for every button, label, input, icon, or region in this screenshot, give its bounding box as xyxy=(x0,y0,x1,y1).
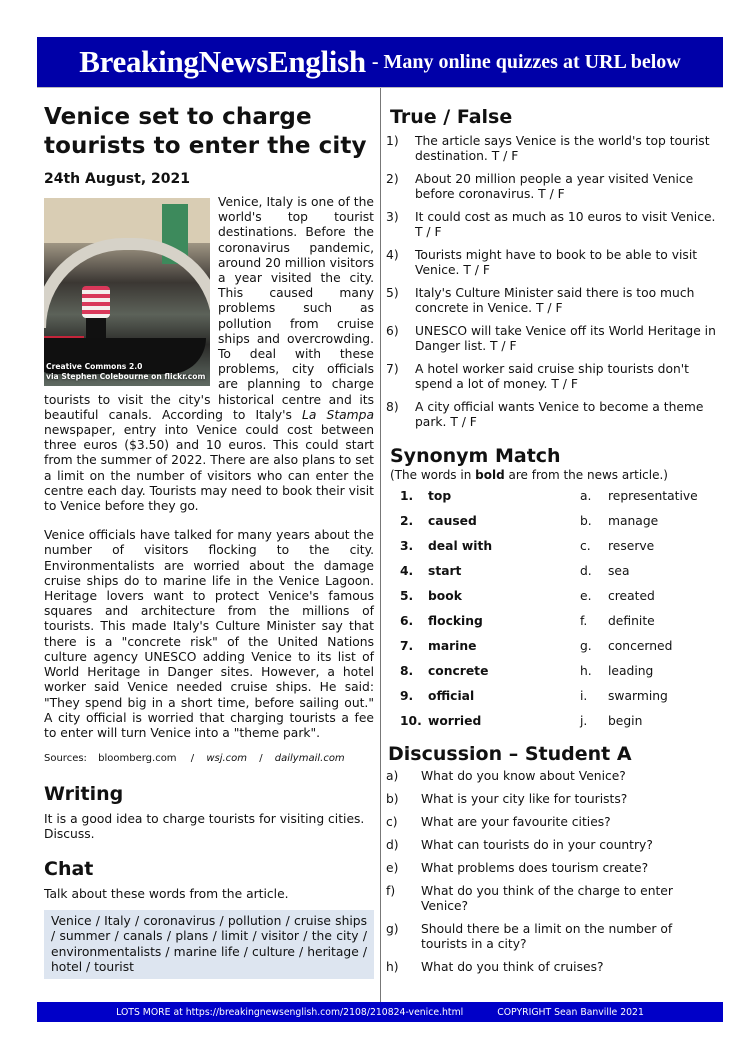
item-letter: d) xyxy=(386,837,399,852)
sub-text-b: are from the news article.) xyxy=(504,468,668,482)
article-body xyxy=(44,195,374,741)
discussion-item xyxy=(386,922,716,952)
word-number: 2. xyxy=(400,513,414,528)
sources-line xyxy=(44,753,374,764)
p1-text-b: newspaper, entry into Venice could cost between three euros ($3.50) and 10 euros. This could start from the summer of 2022. There are also plans to set a limit on the number of visitors who can enter the centre each day. Tourists may need to book their visit to Venice before they go. xyxy=(44,423,374,514)
bold-word: flocking xyxy=(428,614,483,629)
item-text: A hotel worker said cruise ship tourists don't spend a lot of money. T / F xyxy=(415,362,689,391)
bold-word: caused xyxy=(428,513,477,528)
word-number: 1. xyxy=(400,488,414,503)
synonym-row xyxy=(386,583,716,608)
match-letter: c. xyxy=(580,538,591,553)
left-column xyxy=(44,100,374,979)
discussion-item xyxy=(386,884,716,914)
item-text: UNESCO will take Venice off its World Heritage in Danger list. T / F xyxy=(415,324,716,353)
discussion-item xyxy=(386,838,716,853)
word-number: 10. xyxy=(400,714,422,729)
bold-word: marine xyxy=(428,639,477,654)
item-text: A city official wants Venice to become a theme park. T / F xyxy=(415,400,704,429)
article-photo xyxy=(44,198,210,386)
source-separator: / xyxy=(259,753,263,765)
true-false-section xyxy=(386,105,716,430)
synonym-row xyxy=(386,483,716,508)
synonym-section xyxy=(386,444,716,734)
true-false-heading: True / False xyxy=(390,106,513,128)
match-word: manage xyxy=(608,513,659,528)
right-column xyxy=(386,100,716,983)
bold-word: deal with xyxy=(428,538,493,553)
bold-word: official xyxy=(428,689,475,704)
item-text: What are your favourite cities? xyxy=(421,814,611,829)
item-text: About 20 million people a year visited Venice before coronavirus. T / F xyxy=(415,172,694,201)
item-number: 7) xyxy=(386,362,399,376)
synonym-row xyxy=(386,608,716,633)
bold-word: worried xyxy=(428,714,482,729)
item-letter: h) xyxy=(386,959,399,974)
bold-word: book xyxy=(428,588,462,603)
true-false-item xyxy=(386,286,716,316)
column-divider xyxy=(380,88,381,1002)
sub-text-a: (The words in xyxy=(390,468,476,482)
synonym-heading: Synonym Match xyxy=(390,445,561,467)
chat-word-box: Venice / Italy / coronavirus / pollution / cruise ships / summer / canals / plans / limit / visitor / the city / environmentalists / marine life / culture / heritage / hotel / tourist xyxy=(44,910,374,979)
item-letter: g) xyxy=(386,921,399,936)
photo-credit-line1: Creative Commons 2.0 xyxy=(46,362,143,371)
word-number: 6. xyxy=(400,614,414,629)
match-letter: e. xyxy=(580,588,592,603)
synonym-row xyxy=(386,659,716,684)
item-letter: e) xyxy=(386,860,399,875)
footer-url[interactable]: LOTS MORE at https://breakingnewsenglish.com/2108/210824-venice.html xyxy=(116,1006,464,1018)
item-number: 5) xyxy=(386,286,399,300)
true-false-item xyxy=(386,210,716,240)
item-letter: a) xyxy=(386,768,399,783)
item-number: 1) xyxy=(386,134,399,148)
bold-word: concrete xyxy=(428,664,489,679)
synonym-row xyxy=(386,533,716,558)
true-false-item xyxy=(386,172,716,202)
item-text: What problems does tourism create? xyxy=(421,860,649,875)
page-header xyxy=(37,37,723,88)
word-number: 7. xyxy=(400,639,414,654)
brand-logo-text: BreakingNewsEnglish xyxy=(79,44,366,79)
match-word: sea xyxy=(608,563,630,578)
photo-credit xyxy=(46,362,205,382)
item-number: 3) xyxy=(386,210,399,224)
chat-section xyxy=(44,857,374,979)
item-text: The article says Venice is the world's top tourist destination. T / F xyxy=(415,134,710,163)
item-number: 2) xyxy=(386,172,399,186)
true-false-item xyxy=(386,362,716,392)
discussion-list xyxy=(386,769,716,975)
chat-intro: Talk about these words from the article. xyxy=(44,887,289,902)
word-number: 4. xyxy=(400,563,414,578)
article-title: Venice set to charge tourists to enter the city xyxy=(44,104,367,159)
match-word: created xyxy=(608,588,655,603)
match-word: swarming xyxy=(608,689,668,704)
bold-word: start xyxy=(428,563,462,578)
sources-label: Sources: xyxy=(44,753,87,765)
item-text: Italy's Culture Minister said there is too much concrete in Venice. T / F xyxy=(415,286,695,315)
chat-heading: Chat xyxy=(44,858,94,881)
item-letter: f) xyxy=(386,883,396,898)
match-word: leading xyxy=(608,664,654,679)
writing-section xyxy=(44,782,374,842)
match-letter: h. xyxy=(580,664,592,679)
item-text: What do you think of the charge to enter Venice? xyxy=(421,883,673,913)
true-false-list xyxy=(386,134,716,430)
item-number: 4) xyxy=(386,248,399,262)
match-letter: g. xyxy=(580,639,592,654)
synonym-subtitle xyxy=(390,468,716,482)
match-word: concerned xyxy=(608,639,673,654)
article-paragraph-2: Venice officials have talked for many years about the number of visitors flocking to the city. Environmentalists are worried about the damage cruise ships do to marine life in the Venice Lagoon. Heritage lovers want to protect Venice's famous squares and architecture from the millions of tourists. This made Italy's Culture Minister say that there is a "concrete risk" of the United Nations culture agency UNESCO adding Venice to its list of World Heritage in Danger sites. However, a hotel worker said Venice needed cruise ships. He said: "They spend big in a short time, before sailing out." A city official is worried that charging tourists a fee to enter will turn Venice into a "theme park". xyxy=(44,528,374,740)
synonym-row xyxy=(386,709,716,734)
item-number: 6) xyxy=(386,324,399,338)
discussion-section xyxy=(386,742,716,975)
synonym-row xyxy=(386,508,716,533)
match-word: reserve xyxy=(608,538,655,553)
source-separator: / xyxy=(190,753,195,765)
article-date: 24th August, 2021 xyxy=(44,171,190,187)
item-text: What is your city like for tourists? xyxy=(421,791,628,806)
true-false-item xyxy=(386,134,716,164)
match-letter: a. xyxy=(580,488,592,503)
footer-copyright: COPYRIGHT Sean Banville 2021 xyxy=(497,1006,644,1018)
source-link[interactable]: bloomberg.com xyxy=(98,753,177,765)
discussion-item xyxy=(386,792,716,807)
discussion-item xyxy=(386,769,716,784)
match-letter: f. xyxy=(580,614,588,629)
bold-word: top xyxy=(428,488,452,503)
photo-credit-line2: via Stephen Colebourne on flickr.com xyxy=(46,372,206,381)
item-text: What can tourists do in your country? xyxy=(421,837,653,852)
source-link[interactable]: dailymail.com xyxy=(274,753,345,765)
synonym-row xyxy=(386,684,716,709)
writing-heading: Writing xyxy=(44,783,124,806)
newspaper-name: La Stampa xyxy=(302,407,374,422)
match-letter: j. xyxy=(580,714,588,729)
item-text: It could cost as much as 10 euros to visit Venice. T / F xyxy=(415,210,716,239)
match-word: definite xyxy=(608,614,655,629)
match-letter: d. xyxy=(580,563,592,578)
match-letter: b. xyxy=(580,513,592,528)
discussion-heading: Discussion – Student A xyxy=(388,742,632,765)
item-text: Tourists might have to book to be able to visit Venice. T / F xyxy=(415,248,698,277)
true-false-item xyxy=(386,248,716,278)
source-link[interactable]: wsj.com xyxy=(206,753,248,765)
match-word: begin xyxy=(608,714,643,729)
word-number: 3. xyxy=(400,538,414,553)
item-text: Should there be a limit on the number of tourists in a city? xyxy=(421,921,673,951)
item-number: 8) xyxy=(386,400,399,414)
item-letter: b) xyxy=(386,791,399,806)
word-number: 8. xyxy=(400,664,414,679)
discussion-item xyxy=(386,861,716,876)
item-text: What do you know about Venice? xyxy=(421,768,626,783)
true-false-item xyxy=(386,324,716,354)
writing-prompt: It is a good idea to charge tourists for visiting cities. Discuss. xyxy=(44,812,365,842)
item-text: What do you think of cruises? xyxy=(421,959,604,974)
p1-text-a: Venice, Italy is one of the world's top tourist destinations. Before the coronavirus pandemic, around 20 million visitors a year visited the city. This caused many problems such as pollution from cruise ships and overcrowding. To deal with these problems, city officials are planning to charge tourists to visit the city's historical centre and its beautiful canals. According to Italy's xyxy=(44,195,374,422)
discussion-item xyxy=(386,815,716,830)
discussion-item xyxy=(386,960,716,975)
match-word: representative xyxy=(608,488,698,503)
photo-gondolier xyxy=(82,286,110,318)
match-letter: i. xyxy=(580,689,588,704)
word-number: 5. xyxy=(400,588,414,603)
word-number: 9. xyxy=(400,689,414,704)
item-letter: c) xyxy=(386,814,398,829)
synonym-list xyxy=(386,483,716,734)
header-tagline: - Many online quizzes at URL below xyxy=(371,50,681,73)
synonym-row xyxy=(386,634,716,659)
synonym-row xyxy=(386,558,716,583)
page-footer xyxy=(37,1002,723,1022)
sub-bold: bold xyxy=(475,468,505,482)
true-false-item xyxy=(386,400,716,430)
